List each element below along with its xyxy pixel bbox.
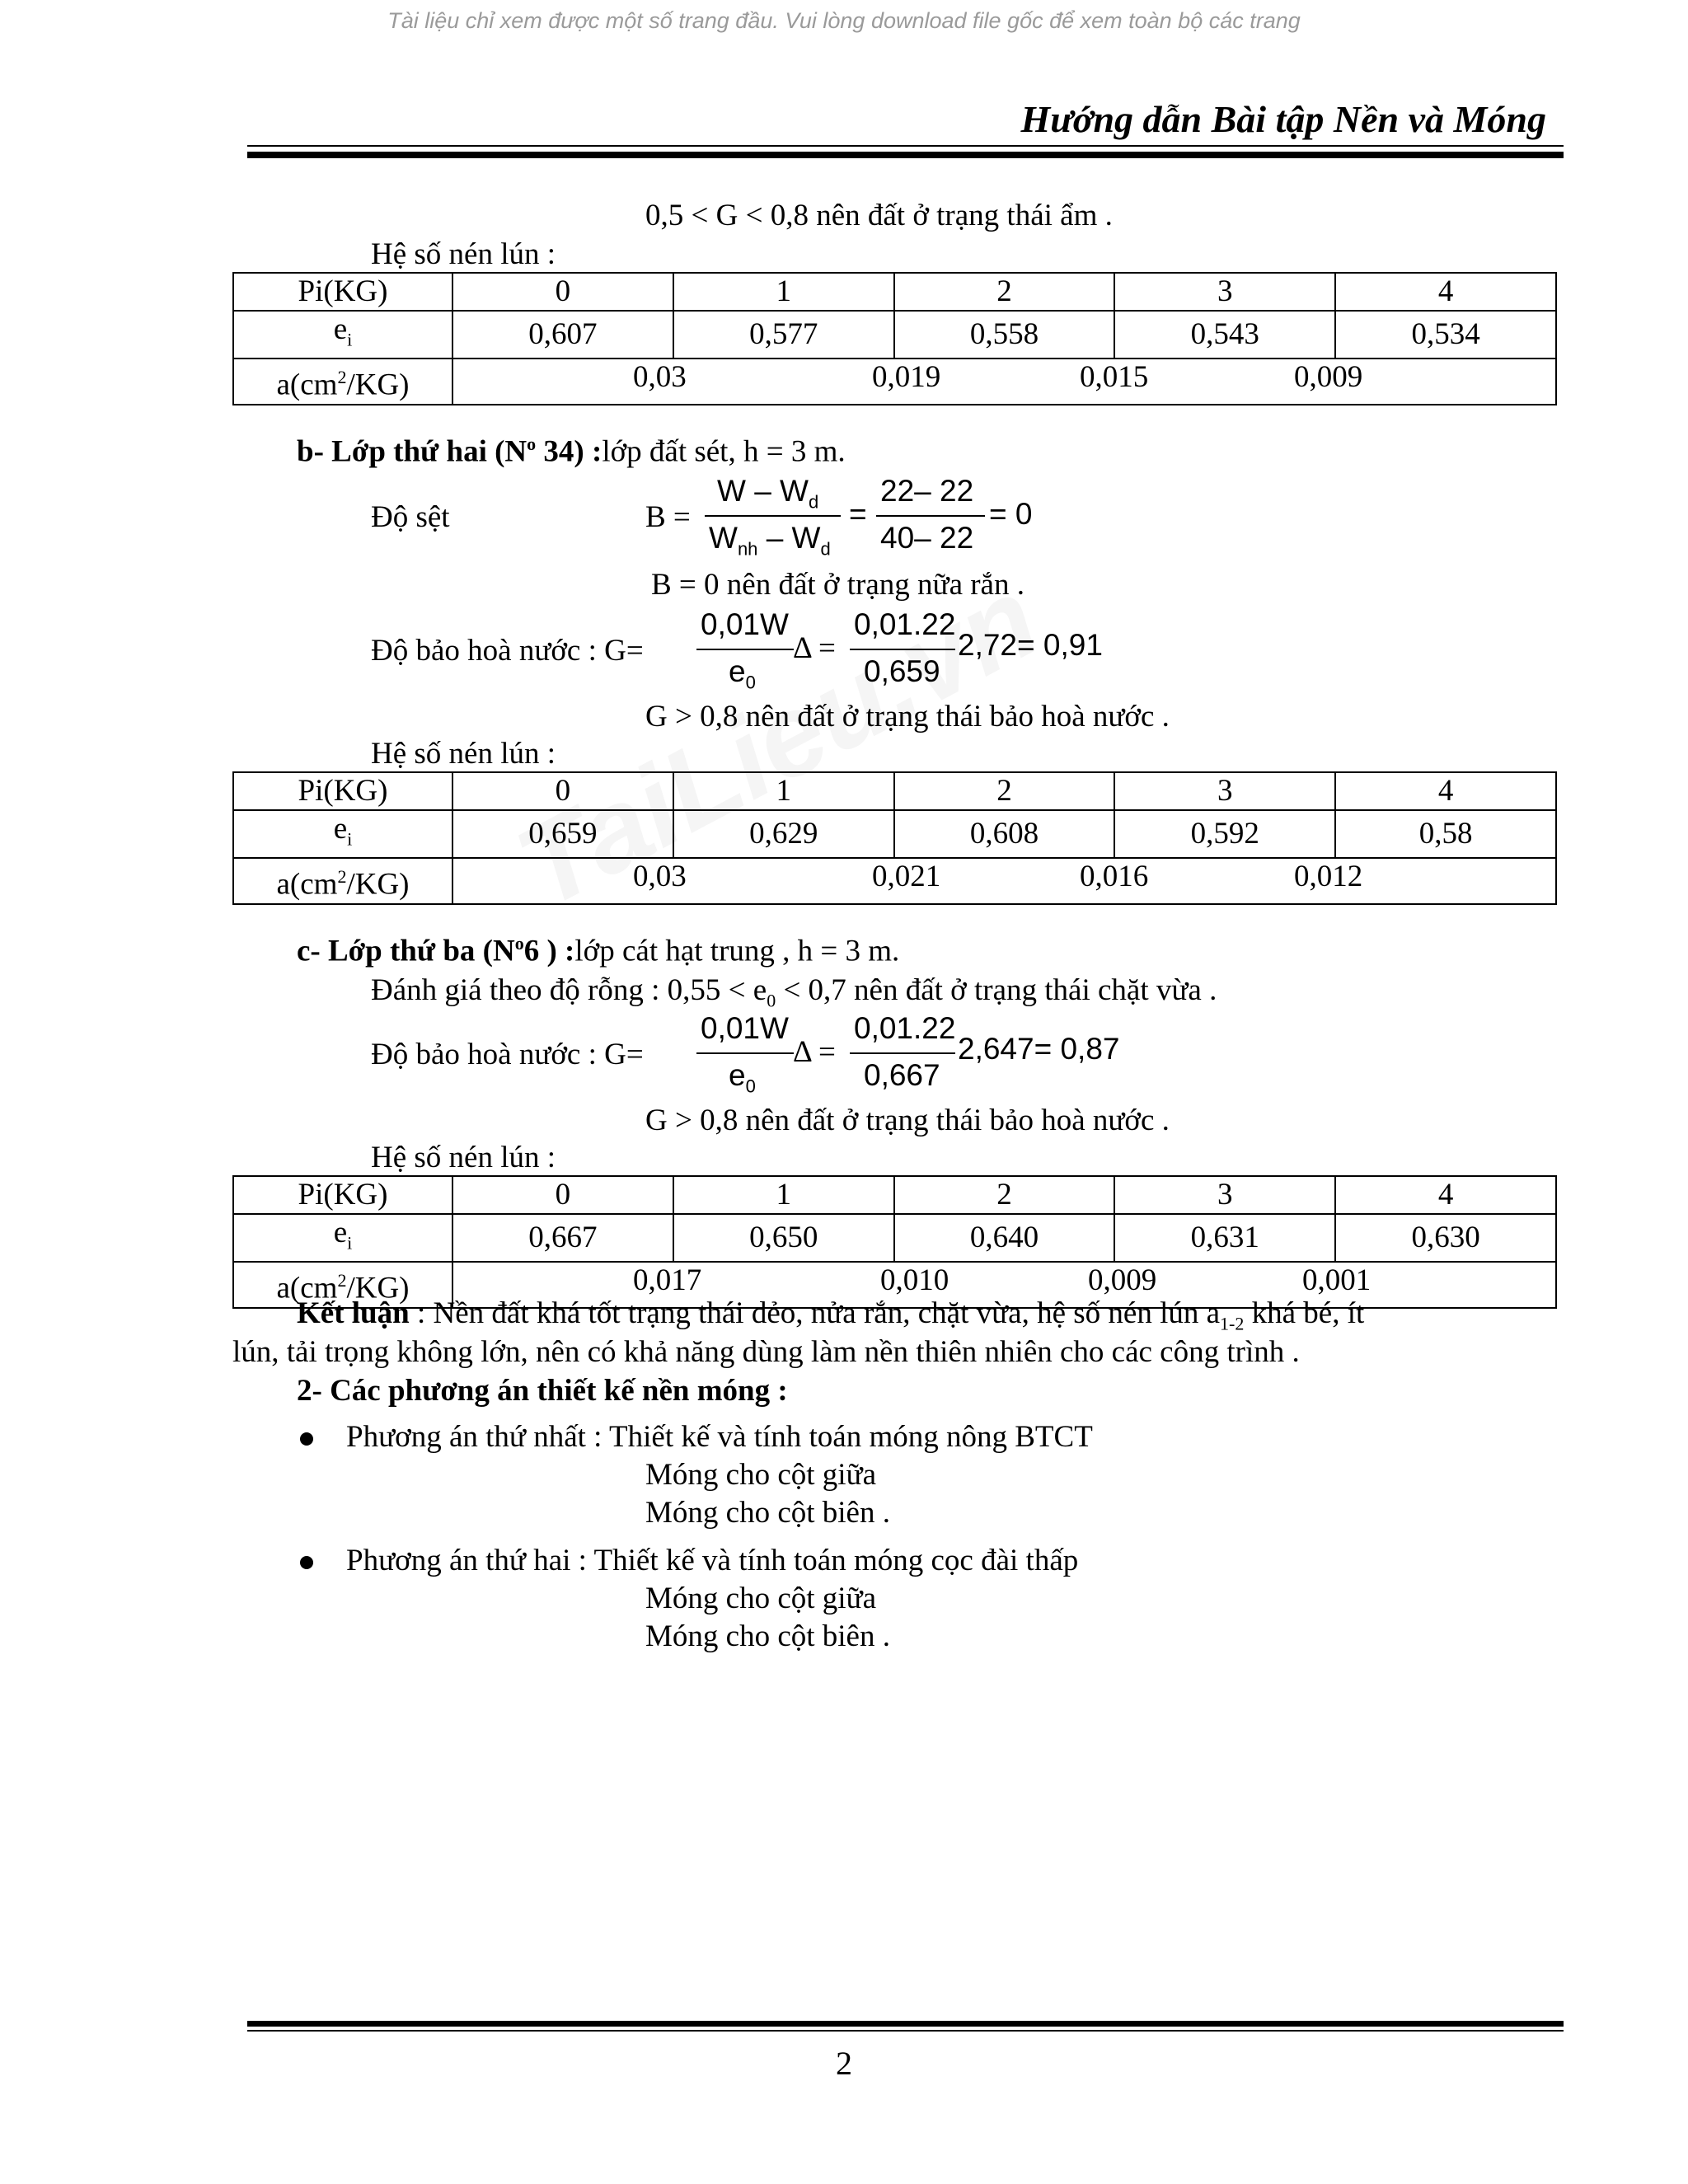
footer-rule-thick [247, 2021, 1564, 2027]
option-1: Phương án thứ nhất : Thiết kế và tính toán móng nông BTCT [346, 1420, 1093, 1454]
fraction-line [705, 515, 841, 517]
row-label-p: Pi(KG) [233, 1176, 452, 1214]
document-header-title: Hướng dẫn Bài tập Nền và Móng [1020, 98, 1546, 140]
delta-equals: Δ = [793, 631, 836, 665]
a-value: 0,012 [1294, 860, 1363, 894]
consistency-label: Độ sệt [371, 500, 450, 534]
a-value: 0,016 [1080, 860, 1149, 894]
table-cell: 0,607 [452, 311, 673, 359]
row-label-p: Pi(KG) [233, 273, 452, 311]
g-conclusion: G > 0,8 nên đất ở trạng thái bảo hoà nước . [645, 700, 1170, 733]
g-frac2-numerator: 0,01.22 [854, 607, 956, 641]
fraction-line [850, 1052, 955, 1054]
equals-sign: = [849, 497, 867, 531]
option-2-sub-edge: Móng cho cột biên . [645, 1619, 890, 1653]
a-value: 0,03 [633, 860, 687, 894]
g-frac2-denominator: 0,667 [864, 1058, 940, 1092]
row-label-a: $a(cm^2/KG)$ [233, 1262, 452, 1307]
g-conclusion: G > 0,8 nên đất ở trạng thái bảo hoà nước . [645, 1104, 1170, 1137]
table-cell: 3 [1114, 772, 1335, 810]
footer-rule-thin [247, 2030, 1564, 2032]
g-frac2-numerator: 0,01.22 [854, 1011, 956, 1045]
table-cell: 0,667 [452, 1214, 673, 1262]
bullet-icon [300, 1556, 313, 1569]
porosity-assessment: Đánh giá theo độ rỗng : $0,55 < e_0 < 0,7$ nên đất ở trạng thái chặt vừa . [371, 973, 1217, 1011]
a-value: 0,001 [1302, 1263, 1372, 1298]
saturation-label: Độ bảo hoà nước : G= [371, 1038, 644, 1071]
section-a-conclusion: 0,5 < G < 0,8 nên đất ở trạng thái ẩm . [645, 199, 1113, 232]
table-cell: 0 [452, 273, 673, 311]
section-b-table [232, 771, 1557, 905]
frac1-denominator: $W_{nh} - W_d$ [709, 521, 831, 560]
table-cell: 0,650 [673, 1214, 894, 1262]
header-rule-thin [247, 145, 1564, 147]
a-values-cell [452, 858, 1556, 903]
frac2-denominator: 40– 22 [880, 521, 974, 555]
table-cell: 4 [1335, 772, 1556, 810]
table-row [233, 359, 1556, 404]
bullet-icon [300, 1432, 313, 1446]
row-label-e: $e_i$ [233, 311, 452, 359]
design-options-heading: 2- Các phương án thiết kế nền móng : [297, 1374, 788, 1408]
page-number: 2 [836, 2045, 852, 2082]
a-value: 0,015 [1080, 360, 1149, 395]
frac1-numerator: W – $W_d$ [717, 474, 819, 513]
section-a-table [232, 272, 1557, 405]
table-cell: 0 [452, 1176, 673, 1214]
table-row [233, 810, 1556, 858]
section-a-compress-label: Hệ số nén lún : [371, 237, 556, 271]
table-cell: 0,534 [1335, 311, 1556, 359]
a-value: 0,009 [1294, 360, 1363, 395]
option-1-sub-edge: Móng cho cột biên . [645, 1496, 890, 1530]
fraction-line [876, 515, 985, 517]
section-c-heading: c- Lớp thứ ba ($N^o6$ ) :lớp cát hạt trung , h = 3 m. [297, 933, 900, 968]
a-value: 0,017 [633, 1263, 702, 1298]
table-cell: 3 [1114, 273, 1335, 311]
row-label-a: $a(cm^2/KG)$ [233, 858, 452, 903]
table-cell: 3 [1114, 1176, 1335, 1214]
table-cell: 1 [673, 1176, 894, 1214]
table-cell: 1 [673, 273, 894, 311]
table-row [233, 772, 1556, 810]
section-c-table [232, 1175, 1557, 1309]
table-cell: 0,608 [894, 810, 1115, 858]
table-cell: 0,631 [1114, 1214, 1335, 1262]
section-b-heading: b- Lớp thứ hai ($N^o$ 34) :lớp đất sét, h = 3 m. [297, 434, 846, 469]
conclusion-line2: lún, tải trọng không lớn, nên có khả năng dùng làm nền thiên nhiên cho các công trình . [232, 1335, 1300, 1369]
table-cell: 4 [1335, 1176, 1556, 1214]
g-frac1-numerator: 0,01W [701, 607, 789, 641]
table-cell: 0 [452, 772, 673, 810]
table-row [233, 858, 1556, 903]
row-label-e: $e_i$ [233, 1214, 452, 1262]
g-frac1-numerator: 0,01W [701, 1011, 789, 1045]
saturation-label: Độ bảo hoà nước : G= [371, 634, 644, 668]
table-cell: 0,558 [894, 311, 1115, 359]
section-b-compress-label: Hệ số nén lún : [371, 737, 556, 771]
a-value: 0,021 [872, 860, 941, 894]
table-cell: 0,640 [894, 1214, 1115, 1262]
fraction-line [850, 649, 955, 650]
a-value: 0,019 [872, 360, 941, 395]
table-cell: 0,543 [1114, 311, 1335, 359]
table-cell: 0,577 [673, 311, 894, 359]
table-row [233, 1214, 1556, 1262]
header-rule-thick [247, 152, 1564, 158]
b-conclusion: B = 0 nên đất ở trạng nữa rắn . [651, 568, 1025, 602]
table-cell: 2 [894, 772, 1115, 810]
a-value: 0,010 [880, 1263, 950, 1298]
row-label-a: $a(cm^2/KG)$ [233, 359, 452, 404]
g-frac2-denominator: 0,659 [864, 654, 940, 688]
option-2-sub-middle: Móng cho cột giữa [645, 1582, 877, 1615]
a-values-cell [452, 359, 1556, 404]
table-cell: 0,592 [1114, 810, 1335, 858]
g-frac1-denominator: $e_0$ [729, 654, 756, 693]
result-zero: = 0 [989, 497, 1033, 531]
g-result: 2,647= 0,87 [958, 1032, 1120, 1066]
table-cell: 0,629 [673, 810, 894, 858]
fraction-line [696, 1052, 794, 1054]
table-row [233, 273, 1556, 311]
fraction-line [696, 649, 794, 650]
row-label-e: $e_i$ [233, 810, 452, 858]
table-cell: 0,659 [452, 810, 673, 858]
row-label-p: Pi(KG) [233, 772, 452, 810]
option-1-sub-middle: Móng cho cột giữa [645, 1458, 877, 1492]
option-2: Phương án thứ hai : Thiết kế và tính toán móng cọc đài thấp [346, 1544, 1079, 1577]
table-cell: 2 [894, 273, 1115, 311]
a-value: 0,009 [1088, 1263, 1157, 1298]
g-frac1-denominator: $e_0$ [729, 1058, 756, 1097]
section-c-compress-label: Hệ số nén lún : [371, 1141, 556, 1174]
b-prefix: B = [645, 500, 691, 534]
a-value: 0,03 [633, 360, 687, 395]
table-cell: 4 [1335, 273, 1556, 311]
frac2-numerator: 22– 22 [880, 474, 974, 508]
g-result: 2,72= 0,91 [958, 628, 1103, 662]
preview-notice-banner: Tài liệu chỉ xem được một số trang đầu. Vui lòng download file gốc để xem toàn bộ các trang [387, 8, 1301, 33]
table-cell: 0,630 [1335, 1214, 1556, 1262]
table-cell: 0,58 [1335, 810, 1556, 858]
delta-equals: Δ = [793, 1035, 836, 1069]
table-row [233, 311, 1556, 359]
table-cell: 1 [673, 772, 894, 810]
table-cell: 2 [894, 1176, 1115, 1214]
table-row [233, 1176, 1556, 1214]
conclusion-line1: Kết luận : Nền đất khá tốt trạng thái dẻo, nửa rắn, chặt vừa, hệ số nén lún $a_{1-2}$ khá bé, ít [297, 1296, 1365, 1334]
